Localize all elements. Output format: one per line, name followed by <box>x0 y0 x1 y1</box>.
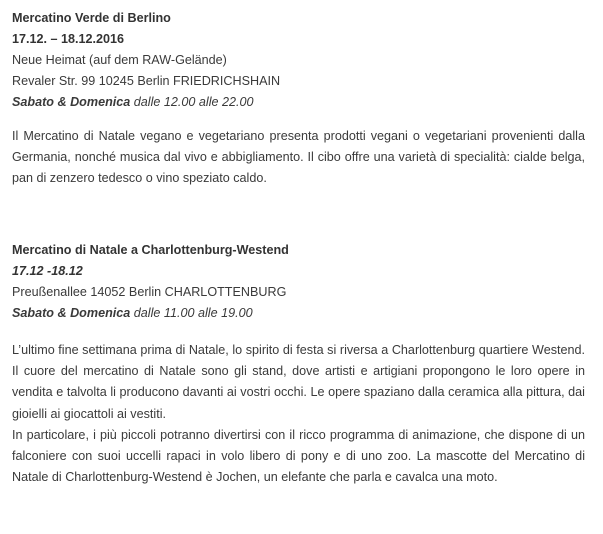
market-dates: 17.12 -18.12 <box>12 264 83 278</box>
market-address: Revaler Str. 99 10245 Berlin FRIEDRICHSHAIN <box>12 74 281 88</box>
market-days: Sabato & Domenica <box>12 306 131 320</box>
market-description <box>12 126 585 190</box>
description-paragraph: L’ultimo fine settimana prima di Natale, lo spirito di festa si riversa a Charlottenburg quartiere Westend. Il cuore del mercatino di Natale sono gli stand, dove artisti e artigiani propongono le loro opere in vendita e talvolta li producono davanti ai vostri occhi. Le opere spaziano dalla ceramica alla pittura, dai gioielli ai giocattoli ai vestiti. <box>12 343 585 421</box>
market-days: Sabato & Domenica <box>12 95 131 109</box>
market-address: Preußenallee 14052 Berlin CHARLOTTENBURG <box>12 285 287 299</box>
market-title: Mercatino Verde di Berlino <box>12 11 171 25</box>
market-venue: Neue Heimat (auf dem RAW-Gelände) <box>12 53 227 67</box>
market-description <box>12 340 585 488</box>
market-hours: dalle 11.00 alle 19.00 <box>130 306 253 320</box>
market-opening-hours <box>12 303 253 324</box>
description-paragraph: Il Mercatino di Natale vegano e vegetariano presenta prodotti vegani o vegetariani provenienti dalla Germania, nonché musica dal vivo e abbigliamento. Il cibo offre una varietà di specialità: cialde belga, pan di zenzero tedesco o vino speziato caldo. <box>12 129 585 186</box>
market-dates: 17.12. – 18.12.2016 <box>12 32 125 46</box>
market-title: Mercatino di Natale a Charlottenburg-Westend <box>12 243 289 257</box>
market-opening-hours <box>12 92 254 113</box>
description-paragraph: In particolare, i più piccoli potranno divertirsi con il ricco programma di animazione, che dispone di un falconiere con suoi uccelli rapaci in volo libero di pony e di uno zoo. La mascotte del Mercatino di Natale di Charlottenburg-Westend è Jochen, un elefante che parla e cavalca una moto. <box>12 427 585 485</box>
market-hours: dalle 12.00 alle 22.00 <box>130 95 254 109</box>
